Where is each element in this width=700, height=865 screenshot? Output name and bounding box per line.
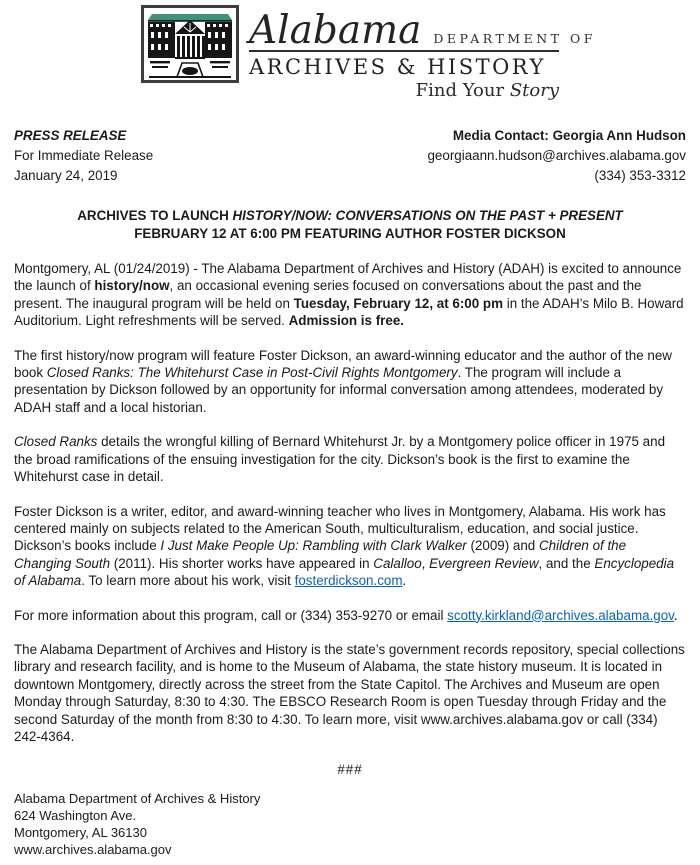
logo-alabama-script: Alabama (249, 8, 422, 53)
for-immediate-release: For Immediate Release (14, 148, 154, 164)
end-mark: ### (337, 762, 363, 778)
footer-org-name: Alabama Department of Archives & History (14, 791, 261, 806)
text-segment: ARCHIVES TO LAUNCH (77, 208, 233, 224)
media-contact-block (427, 126, 686, 186)
text-segment: Children of the Changing South (14, 538, 627, 571)
hyperlink[interactable]: scotty.kirkland@archives.alabama.gov (447, 607, 674, 623)
media-contact-phone: (334) 353-3312 (594, 168, 686, 184)
text-segment: . To learn more about his work, visit (81, 573, 295, 589)
text-segment: Evergreen Review (429, 555, 539, 571)
logo-tagline (249, 80, 559, 101)
text-segment: For more information about this program, call or (334) 353-9270 or email (14, 607, 448, 623)
logo-archives-history: ARCHIVES & HISTORY (249, 55, 546, 80)
text-segment: HISTORY/NOW: CONVERSATIONS ON THE PAST + PRESENT (232, 208, 623, 224)
text-segment: (2009) and (466, 538, 539, 554)
paragraph-intro (14, 260, 686, 330)
headline (14, 207, 686, 243)
text-segment: . (402, 573, 407, 589)
paragraph-program (14, 347, 686, 417)
press-release-label: PRESS RELEASE (14, 128, 127, 144)
text-segment: (2011). His shorter works have appeared in (110, 555, 374, 571)
text-segment: I Just Make People Up: Rambling with Clark Walker (160, 538, 467, 554)
media-contact-email: georgiaann.hudson@archives.alabama.gov (427, 148, 686, 164)
paragraph-bio (14, 503, 686, 590)
adah-logo (14, 0, 686, 101)
release-date: January 24, 2019 (14, 168, 118, 184)
media-contact-name: Media Contact: Georgia Ann Hudson (452, 128, 686, 144)
text-segment: , and the (538, 555, 595, 571)
text-segment: . The program will include a presentation by Dickson followed by an opportunity for informal conversation among attendees, moderated by ADAH staff and a local historian. (14, 365, 664, 415)
text-segment: Tuesday, February 12, at 6:00 pm (293, 295, 504, 311)
press-release-block (14, 126, 153, 186)
text-segment: , an occasional evening series focused on conversations about the past and the present. The inaugural program will be held on (14, 278, 642, 311)
footer-city-state-zip: Montgomery, AL 36130 (14, 825, 147, 840)
logo-text (249, 5, 596, 102)
text-segment: The first history/now program will feature Foster Dickson, an award-winning educator and the author of the new book (14, 347, 672, 381)
footer-street: 624 Washington Ave. (14, 808, 137, 823)
tagline-script-word: Story (509, 80, 559, 102)
text-segment: The Alabama Department of Archives and History is the state’s government records repository, special collections library and research facility, and is home to the Museum of Alabama, the state history museum. It is located in downtown Montgomery, directly across the street from the State Capitol. The Archives and Museum are open Monday through Saturday, 8:30 to 4:30. The EBSCO Research Room is open Tuesday through Friday and the second Saturday of the month from 8:30 to 4:30. To learn more, visit www.archives.alabama.gov or call (334) 242-4364. (14, 641, 685, 744)
paragraph-closed-ranks (14, 433, 686, 485)
archives-building-icon (141, 5, 239, 83)
paragraph-more-info (14, 607, 686, 624)
headline-line-2: FEBRUARY 12 AT 6:00 PM FEATURING AUTHOR FOSTER DICKSON (134, 226, 566, 242)
text-segment: Encyclopedia of Alabama (14, 555, 675, 589)
headline-line-1 (14, 207, 686, 225)
text-segment: Closed Ranks (14, 434, 98, 450)
press-info-row (14, 126, 686, 186)
logo-top-line (249, 8, 596, 53)
text-segment: details the wrongful killing of Bernard Whitehurst Jr. by a Montgomery police officer in 1975 and the broad ramifications of the ensuing investigation for the city. Dickson’s book is the first to examine the Whitehurst case in detail. (14, 434, 666, 485)
text-segment: Montgomery, AL (01/24/2019) - The Alabama Department of Archives and History (ADAH) is excited to announce the launch of (14, 261, 682, 294)
text-segment: Closed Ranks: The Whitehurst Case in Post-Civil Rights Montgomery (46, 365, 458, 381)
body-text (14, 260, 686, 745)
text-segment: Calalloo (373, 555, 422, 571)
paragraph-about-adah (14, 641, 686, 745)
text-segment: in the ADAH’s Milo B. Howard Auditorium. Light refreshments will be served. (14, 295, 684, 329)
tagline-prefix: Find Your (415, 80, 510, 102)
text-segment: . (673, 607, 678, 623)
hyperlink[interactable]: fosterdickson.com (294, 573, 403, 589)
footer-address-block (14, 790, 260, 858)
text-segment: , (421, 555, 430, 571)
text-segment: history/now (94, 278, 170, 294)
footer-website: www.archives.alabama.gov (14, 842, 172, 857)
logo-department-of: DEPARTMENT OF (433, 31, 596, 46)
text-segment: Admission is free. (288, 313, 404, 329)
text-segment: Foster Dickson is a writer, editor, and award-winning teacher who lives in Montgomery, Alabama. His work has centered mainly on subjects related to the American South, multiculturalism, education, and social justice. Dickson’s books include (14, 503, 666, 554)
